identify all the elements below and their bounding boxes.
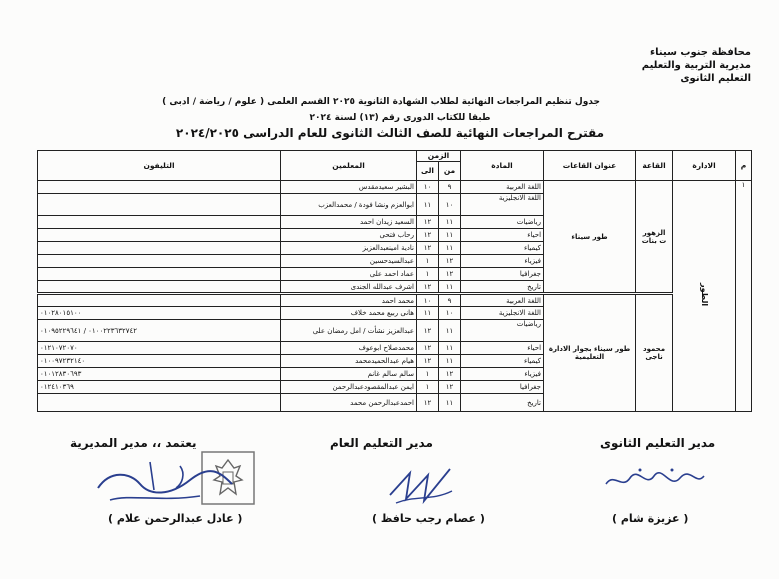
from-cell: ٩	[439, 294, 461, 307]
hall-address-1: طور سيناء	[544, 181, 636, 294]
teacher-cell: محمدصلاح ابوعوف	[281, 342, 417, 355]
to-cell: ١	[417, 368, 439, 381]
teacher-cell: السعيد زيدان احمد	[281, 216, 417, 229]
from-cell: ١١	[439, 342, 461, 355]
subject-cell: فيزياء	[461, 368, 544, 381]
signature-title-secondary: مدير التعليم الثانوى	[600, 436, 716, 450]
table-row	[38, 181, 752, 194]
subject-cell: جغرافيا	[461, 381, 544, 394]
phone-cell	[38, 194, 281, 216]
header-from: من	[439, 162, 461, 181]
teacher-cell: رحاب فتحى	[281, 229, 417, 242]
to-cell: ١٢	[417, 281, 439, 294]
header-hall: القاعة	[636, 151, 673, 181]
from-cell: ١٠	[439, 194, 461, 216]
subject-cell: جغرافيا	[461, 268, 544, 281]
to-cell: ١	[417, 268, 439, 281]
subject-cell: اللغة العربية	[461, 294, 544, 307]
signature-title-director: يعتمد ،، مدير المديرية	[70, 436, 197, 450]
admin-label: الطور	[700, 283, 710, 307]
teacher-cell: ايمن عبدالمقصودعبدالرحمن	[281, 381, 417, 394]
to-cell: ١٠	[417, 181, 439, 194]
from-cell: ١٢	[439, 368, 461, 381]
phone-cell	[38, 394, 281, 412]
phone-cell	[38, 229, 281, 242]
signature-name-secondary: ( عزيزة شام )	[612, 512, 689, 525]
title-line-3: مقترح المراجعات النهائية للصف الثالث الثانوى للعام الدراسى ٢٠٢٤/٢٠٢٥	[175, 126, 605, 140]
teacher-cell: عبدالعزيز نشأت / امل رمضان على	[281, 320, 417, 342]
teacher-cell: البشير سعيدمقدس	[281, 181, 417, 194]
title-line-1: جدول تنظيم المراجعات النهائية لطلاب الشهادة الثانوية ٢٠٢٥ القسم العلمى ( علوم / رياضة / ادبى )	[162, 97, 600, 107]
teacher-cell: سالم سالم غانم	[281, 368, 417, 381]
teacher-cell: محمد احمد	[281, 294, 417, 307]
subject-cell: فيزياء	[461, 255, 544, 268]
to-cell: ١٢	[417, 342, 439, 355]
to-cell: ١٢	[417, 229, 439, 242]
hall-cell-1: الزهور ت بنات	[636, 181, 673, 294]
hall-address-2: طور سيناء بجوار الادارة التعليمية	[544, 294, 636, 412]
from-cell: ١٢	[439, 381, 461, 394]
teacher-cell: نادية امينعبدالعزيز	[281, 242, 417, 255]
header-block	[642, 46, 751, 85]
to-cell: ١٢	[417, 216, 439, 229]
secondary-manager-signature-icon	[600, 462, 710, 497]
phone-cell	[38, 268, 281, 281]
phone-cell	[38, 294, 281, 307]
director-signature-icon	[90, 450, 240, 510]
header-time: الزمن	[417, 151, 461, 162]
header-num: م	[736, 151, 752, 181]
subject-cell: تاريخ	[461, 281, 544, 294]
header-line-governorate: محافظة جنوب سيناء	[650, 47, 751, 58]
header-hall-address: عنوان القاعات	[544, 151, 636, 181]
teacher-cell: ابوالعزم ونشا فودة / محمدالعزب	[281, 194, 417, 216]
to-cell: ١٢	[417, 355, 439, 368]
teacher-cell: هيام عبدالحميدمحمد	[281, 355, 417, 368]
subject-cell: اللغة الانجليزية	[461, 307, 544, 320]
row-number: ١	[736, 181, 752, 412]
teacher-cell: عبدالسيدحسين	[281, 255, 417, 268]
teacher-cell: هانى ربيع محمد خلاف	[281, 307, 417, 320]
to-cell: ١١	[417, 194, 439, 216]
to-cell: ١	[417, 381, 439, 394]
from-cell: ١٢	[439, 268, 461, 281]
teacher-cell: احمدعبدالرحمن محمد	[281, 394, 417, 412]
table-row	[38, 294, 752, 307]
phone-cell	[38, 281, 281, 294]
subject-cell: كيمياء	[461, 355, 544, 368]
header-admin: الادارة	[673, 151, 736, 181]
to-cell: ١١	[417, 307, 439, 320]
from-cell: ٩	[439, 181, 461, 194]
from-cell: ١١	[439, 355, 461, 368]
signature-name-director: ( عادل عبدالرحمن علام )	[108, 512, 243, 525]
subject-cell: احياء	[461, 229, 544, 242]
to-cell: ١٢	[417, 320, 439, 342]
to-cell: ١٢	[417, 394, 439, 412]
subject-cell: اللغة الانجليزية	[461, 194, 544, 216]
to-cell: ١٠	[417, 294, 439, 307]
phone-cell: ٠١٠٠٩٧٢٣٢١٤٠	[38, 355, 281, 368]
from-cell: ١١	[439, 216, 461, 229]
header-line-department: التعليم الثانوى	[680, 73, 751, 84]
teacher-cell: اشرف عبدالله الجندى	[281, 281, 417, 294]
from-cell: ١١	[439, 229, 461, 242]
subject-cell: تاريخ	[461, 394, 544, 412]
phone-cell: ٠١٠٠٢٢٣٦٣٢٧٤٢ / ٠١٠٩٥٢٢٩٦٤١	[38, 320, 281, 342]
header-phone: التليفون	[38, 151, 281, 181]
phone-cell: ٠١٠٢٨٠١٥١٠٠	[38, 307, 281, 320]
header-subject: المادة	[461, 151, 544, 181]
phone-cell: ٠١٢١٠٧٢٠٧٠	[38, 342, 281, 355]
subject-cell: اللغة العربية	[461, 181, 544, 194]
review-schedule-table	[37, 150, 752, 412]
admin-cell	[673, 181, 736, 412]
from-cell: ١١	[439, 281, 461, 294]
from-cell: ١١	[439, 242, 461, 255]
from-cell: ١٢	[439, 255, 461, 268]
phone-cell	[38, 255, 281, 268]
from-cell: ١١	[439, 320, 461, 342]
subject-cell: كيمياء	[461, 242, 544, 255]
phone-cell: ٠١٠١٢٨٣٠٦٩٣	[38, 368, 281, 381]
hall-cell-2: محمود ناجى	[636, 294, 673, 412]
header-to: الى	[417, 162, 439, 181]
general-manager-signature-icon	[380, 455, 460, 510]
phone-cell	[38, 181, 281, 194]
from-cell: ١٠	[439, 307, 461, 320]
signature-name-general: ( عصام رجب حافظ )	[372, 512, 485, 525]
header-teachers: المعلمين	[281, 151, 417, 181]
subject-cell: رياضيات	[461, 320, 544, 342]
subject-cell: احياء	[461, 342, 544, 355]
phone-cell	[38, 216, 281, 229]
to-cell: ١٢	[417, 242, 439, 255]
subject-cell: رياضيات	[461, 216, 544, 229]
phone-cell: ٠١٢٤١٠٣٦٩	[38, 381, 281, 394]
to-cell: ١	[417, 255, 439, 268]
header-line-directorate: مديرية التربية والتعليم	[641, 60, 751, 71]
from-cell: ١١	[439, 394, 461, 412]
phone-cell	[38, 242, 281, 255]
teacher-cell: عماد احمد على	[281, 268, 417, 281]
title-line-2: طبقا للكتاب الدورى رقم (١٣) لسنة ٢٠٢٤	[309, 113, 491, 123]
signature-title-general: مدير التعليم العام	[330, 436, 433, 450]
